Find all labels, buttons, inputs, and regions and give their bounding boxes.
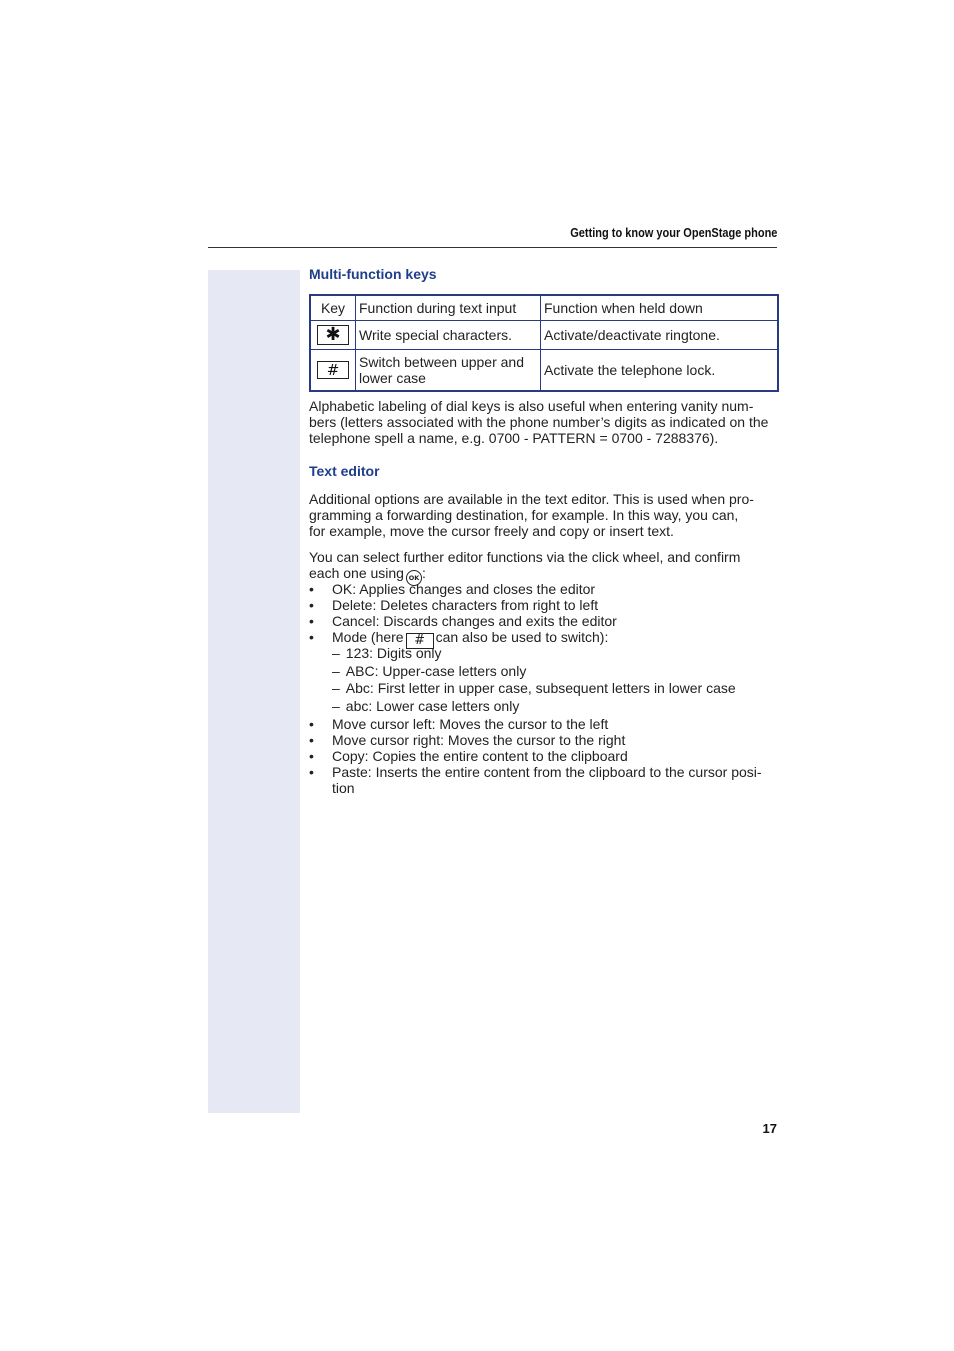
running-header xyxy=(208,226,777,248)
sub-list-item: – 123: Digits only xyxy=(332,645,442,661)
sub-list-item: – abc: Lower case letters only xyxy=(332,698,520,714)
section-heading-text-editor: Text editor xyxy=(309,463,380,479)
table-header-key: Key xyxy=(310,295,356,321)
bullet-icon: • xyxy=(309,629,314,645)
star-key-icon: ✱ xyxy=(317,325,349,345)
text-editor-paragraph: Additional options are available in the text editor. This is used when pro- gramming a forwarding destination, for example. In this way, you can, for example, move the cursor freely and copy or insert text. xyxy=(309,491,754,539)
table-cell: Write special characters. xyxy=(356,321,541,350)
table-cell: Activate/deactivate ringtone. xyxy=(541,321,779,350)
bullet-icon: • xyxy=(309,732,314,748)
hash-key-icon: # xyxy=(406,633,434,649)
section-heading-multi-function-keys: Multi-function keys xyxy=(309,266,437,282)
editor-functions-paragraph: You can select further editor functions via the click wheel, and confirm each one using OK : xyxy=(309,549,779,586)
dash-icon: – xyxy=(332,698,340,714)
vanity-paragraph: Alphabetic labeling of dial keys is also useful when entering vanity num- bers (letters associated with the phone number’s digits as indicated on the telephone spell a name, e.g. 0700 - PATTERN = 0700 - 7288376). xyxy=(309,398,769,446)
bullet-icon: • xyxy=(309,581,314,597)
dash-icon: – xyxy=(332,680,340,696)
running-header-title: Getting to know your OpenStage phone xyxy=(569,226,777,240)
table-cell: Activate the telephone lock. xyxy=(541,350,779,392)
bullet-icon: • xyxy=(309,764,314,780)
table-row xyxy=(310,321,778,350)
dash-icon: – xyxy=(332,645,340,661)
table-header-row xyxy=(310,295,778,321)
table-row xyxy=(310,350,778,392)
ok-key-icon: OK xyxy=(406,570,422,586)
table-header-text-input: Function during text input xyxy=(356,295,541,321)
margin-sidebar xyxy=(208,270,300,1113)
sub-list-item: – Abc: First letter in upper case, subsequent letters in lower case xyxy=(332,680,736,696)
table-cell: Switch between upper and lower case xyxy=(356,350,541,392)
page-number: 17 xyxy=(762,1121,777,1136)
bullet-icon: • xyxy=(309,613,314,629)
dash-icon: – xyxy=(332,663,340,679)
sub-list-item: – ABC: Upper-case letters only xyxy=(332,663,527,679)
bullet-icon: • xyxy=(309,716,314,732)
hash-key-icon: # xyxy=(317,361,349,379)
bullet-icon: • xyxy=(309,597,314,613)
table-header-held-down: Function when held down xyxy=(541,295,779,321)
bullet-icon: • xyxy=(309,748,314,764)
multi-function-keys-table xyxy=(309,294,779,392)
